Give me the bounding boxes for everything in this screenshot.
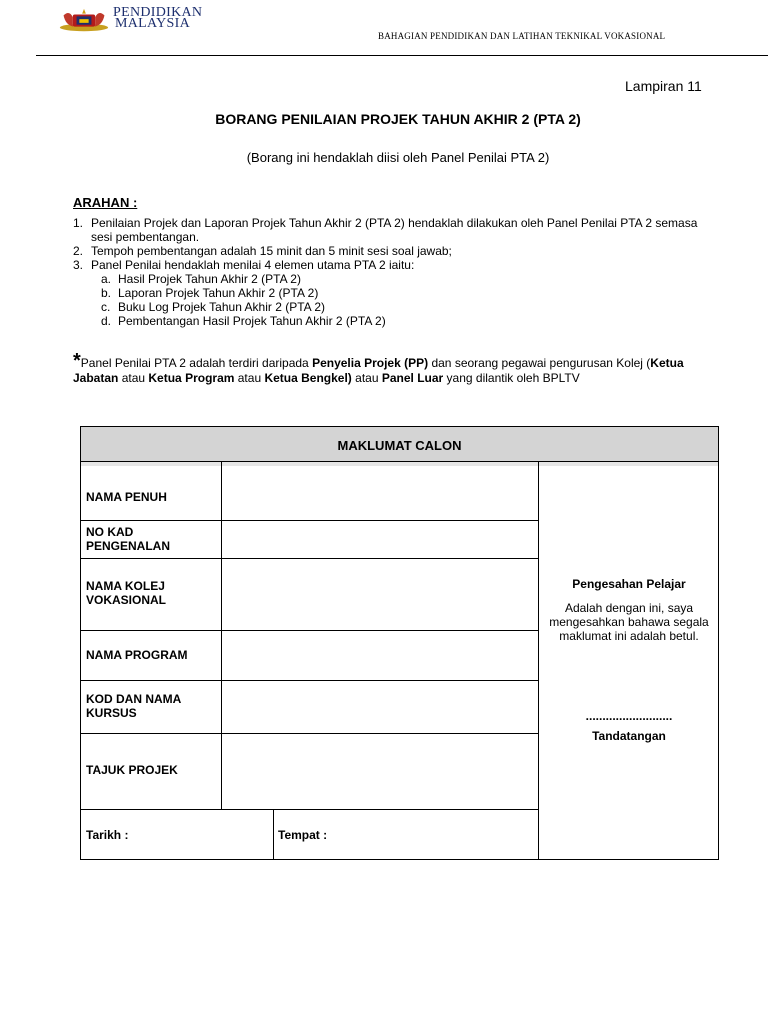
element-letter: d. xyxy=(101,314,112,328)
student-confirmation xyxy=(540,577,718,643)
instruction-number: 1. xyxy=(73,216,84,230)
confirmation-title: Pengesahan Pelajar xyxy=(572,577,686,591)
note-bold: Ketua Bengkel) xyxy=(264,371,352,385)
element-item xyxy=(73,300,713,314)
note-bold: Ketua Program xyxy=(148,371,235,385)
label-line: KOD DAN NAMA xyxy=(86,692,182,706)
instruction-item xyxy=(73,258,713,272)
confirmation-text: Adalah dengan ini, saya mengesahkan bahawa segala maklumat ini adalah betul. xyxy=(549,601,709,643)
college-name-field[interactable] xyxy=(222,559,538,630)
appendix-label: Lampiran 11 xyxy=(625,78,702,94)
form-subtitle: (Borang ini hendaklah diisi oleh Panel Penilai PTA 2) xyxy=(246,150,550,165)
label-line: VOKASIONAL xyxy=(86,593,167,607)
project-title-field[interactable] xyxy=(222,734,538,809)
label-course xyxy=(86,692,181,720)
element-item xyxy=(73,314,713,328)
instructions-heading: ARAHAN : xyxy=(73,195,138,210)
label-college-name xyxy=(86,579,166,607)
element-text: Hasil Projek Tahun Akhir 2 (PTA 2) xyxy=(118,272,301,286)
logo-line-2: MALAYSIA xyxy=(115,16,191,31)
instruction-text: Penilaian Projek dan Laporan Projek Tahun Akhir 2 (PTA 2) hendaklah dilakukan oleh Panel Penilai PTA 2 semasa sesi pembentangan. xyxy=(91,216,698,244)
logo-wordmark xyxy=(113,7,202,29)
label-project-title: TAJUK PROJEK xyxy=(86,763,178,777)
label-place: Tempat : xyxy=(278,828,328,842)
column-divider xyxy=(273,809,274,859)
form-title: BORANG PENILAIAN PROJEK TAHUN AKHIR 2 (PTA 2) xyxy=(215,111,581,127)
note-text: atau xyxy=(234,371,265,385)
element-letter: b. xyxy=(101,286,112,300)
note-text: dan seorang pegawai pengurusan Kolej ( xyxy=(428,356,651,370)
instruction-text: Tempoh pembentangan adalah 15 minit dan 5 minit sesi soal jawab; xyxy=(91,244,452,258)
logo-line-1: PENDIDIKAN xyxy=(113,5,203,20)
element-letter: a. xyxy=(101,272,112,286)
asterisk: * xyxy=(73,350,81,372)
label-program-name: NAMA PROGRAM xyxy=(86,648,188,662)
note-bold: Ketua Jabatan xyxy=(73,356,684,385)
ic-number-field[interactable] xyxy=(222,521,538,558)
note-bold: Penyelia Projek (PP) xyxy=(312,356,429,370)
place-field[interactable] xyxy=(331,810,538,859)
label-line: PENGENALAN xyxy=(86,539,171,553)
note-text: atau xyxy=(351,371,382,385)
element-letter: c. xyxy=(101,300,111,314)
signature-line[interactable]: .......................... xyxy=(585,709,673,723)
label-line: KURSUS xyxy=(86,706,137,720)
malaysia-coat-of-arms-logo xyxy=(56,8,112,34)
candidate-info-table xyxy=(80,426,719,860)
table-heading: MAKLUMAT CALON xyxy=(81,427,718,461)
label-line: NAMA KOLEJ xyxy=(86,579,165,593)
program-name-field[interactable] xyxy=(222,631,538,680)
note-text: Panel Penilai PTA 2 adalah terdiri daripada xyxy=(80,356,313,370)
note-bold: Panel Luar xyxy=(381,371,444,385)
note-text: yang dilantik oleh BPLTV xyxy=(443,371,580,385)
date-field[interactable] xyxy=(131,810,273,859)
element-text: Buku Log Projek Tahun Akhir 2 (PTA 2) xyxy=(118,300,326,314)
element-item xyxy=(73,286,713,300)
instruction-number: 2. xyxy=(73,244,84,258)
header-divider xyxy=(36,55,768,56)
department-name: BAHAGIAN PENDIDIKAN DAN LATIHAN TEKNIKAL VOKASIONAL xyxy=(378,31,666,41)
label-full-name: NAMA PENUH xyxy=(86,490,167,504)
instruction-number: 3. xyxy=(73,258,84,272)
panel-note xyxy=(73,350,723,386)
label-date: Tarikh : xyxy=(86,828,129,842)
note-text: atau xyxy=(118,371,149,385)
element-text: Laporan Projek Tahun Akhir 2 (PTA 2) xyxy=(118,286,319,300)
element-item xyxy=(73,272,713,286)
label-ic-number xyxy=(86,525,170,553)
column-divider xyxy=(538,461,539,859)
signature-label: Tandatangan xyxy=(592,729,666,743)
instructions-list xyxy=(73,216,713,328)
label-line: NO KAD xyxy=(86,525,134,539)
instruction-item xyxy=(73,244,713,258)
full-name-field[interactable] xyxy=(222,462,538,520)
course-field[interactable] xyxy=(222,681,538,733)
instruction-text: Panel Penilai hendaklah menilai 4 elemen utama PTA 2 iaitu: xyxy=(91,258,415,272)
element-text: Pembentangan Hasil Projek Tahun Akhir 2 (PTA 2) xyxy=(118,314,386,328)
instruction-item xyxy=(73,216,713,244)
